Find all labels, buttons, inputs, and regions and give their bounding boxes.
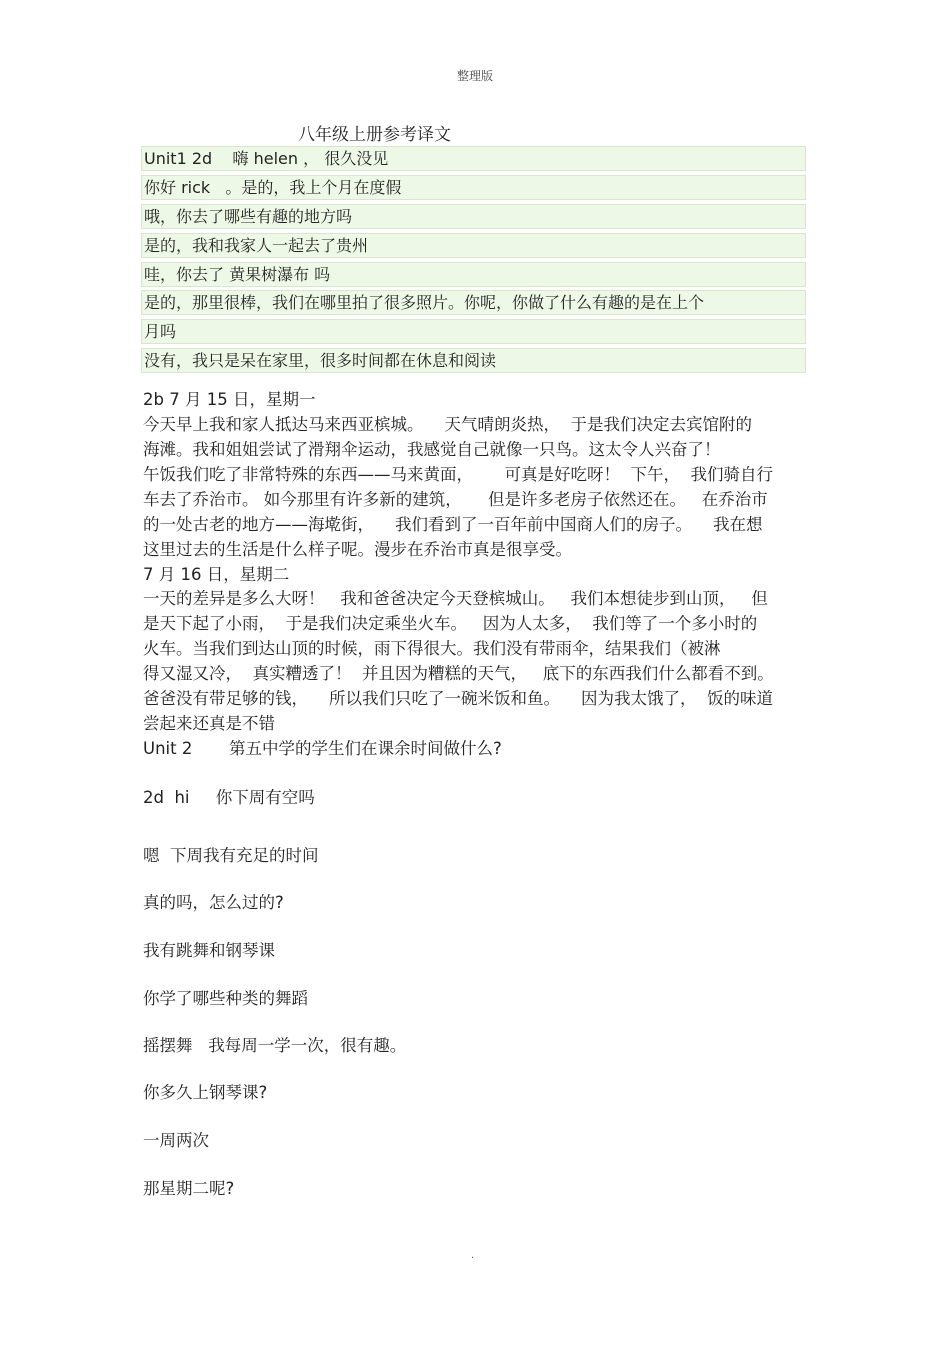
dialogue-line: 是的，那里很棒，我们在哪里拍了很多照片。你呢，你做了什么有趣的是在上个: [141, 290, 806, 315]
text-line: 火车。当我们到达山顶的时候，雨下得很大。我们没有带雨伞，结果我们（被淋: [143, 639, 721, 658]
text-line: 得又湿又冷， 真实糟透了！ 并且因为糟糕的天气， 底下的东西我们什么都看不到。: [143, 664, 774, 683]
dialogue-line: 是的，我和我家人一起去了贵州: [141, 233, 806, 258]
diary-heading: 2b 7 月 15 日，星期一: [143, 390, 316, 409]
text-line: 一天的差异是多么大呀！ 我和爸爸决定今天登槟城山。 我们本想徒步到山顶， 但: [143, 589, 768, 608]
dialogue-line: 哇，你去了 黄果树瀑布 吗: [141, 262, 806, 287]
text-line: 车去了乔治市。 如今那里有许多新的建筑， 但是许多老房子依然还在。 在乔治市: [143, 490, 768, 509]
text-line: 海滩。我和姐姐尝试了滑翔伞运动，我感觉自己就像一只鸟。这太令人兴奋了！: [143, 440, 721, 459]
dialogue-line: 一周两次: [143, 1131, 209, 1150]
unit-heading: Unit 2 第五中学的学生们在课余时间做什么?: [143, 739, 502, 758]
text-line: 的一处古老的地方——海墘街， 我们看到了一百年前中国商人们的房子。 我在想: [143, 515, 763, 534]
dialogue-line: 你多久上钢琴课?: [143, 1083, 268, 1102]
page-header: 整理版: [456, 69, 493, 83]
dialogue-line: 2d hi 你下周有空吗: [143, 788, 315, 807]
text-line: 午饭我们吃了非常特殊的东西——马来黄面， 可真是好吃呀！ 下午， 我们骑自行: [143, 465, 773, 484]
dialogue-line: 没有，我只是呆在家里，很多时间都在休息和阅读: [141, 348, 806, 373]
dialogue-line: 真的吗，怎么过的?: [143, 893, 284, 912]
dialogue-line: 嗯 下周我有充足的时间: [143, 846, 319, 865]
text-line: 尝起来还真是不错: [143, 714, 275, 733]
dialogue-line: 月吗: [141, 319, 806, 344]
dialogue-line: 摇摆舞 我每周一学一次，很有趣。: [143, 1036, 407, 1055]
diary-heading: 7 月 16 日，星期二: [143, 565, 290, 584]
dialogue-line: Unit1 2d 嗨 helen ， 很久没见: [141, 146, 806, 171]
dialogue-line: 哦，你去了哪些有趣的地方吗: [141, 204, 806, 229]
text-line: 今天早上我和家人抵达马来西亚槟城。 天气晴朗炎热， 于是我们决定去宾馆附的: [143, 415, 752, 434]
page-footer: .: [471, 1250, 475, 1261]
document-title: 八年级上册参考译文: [298, 125, 451, 145]
text-line: 是天下起了小雨， 于是我们决定乘坐火车。 因为人太多， 我们等了一个多小时的: [143, 614, 758, 633]
dialogue-line: 我有跳舞和钢琴课: [143, 941, 275, 960]
dialogue-line: 那星期二呢?: [143, 1179, 235, 1198]
dialogue-line: 你学了哪些种类的舞蹈: [143, 989, 308, 1008]
text-line: 这里过去的生活是什么样子呢。漫步在乔治市真是很享受。: [143, 540, 572, 559]
text-line: 爸爸没有带足够的钱， 所以我们只吃了一碗米饭和鱼。 因为我太饿了， 饭的味道: [143, 689, 773, 708]
dialogue-line: 你好 rick 。是的，我上个月在度假: [141, 175, 806, 200]
